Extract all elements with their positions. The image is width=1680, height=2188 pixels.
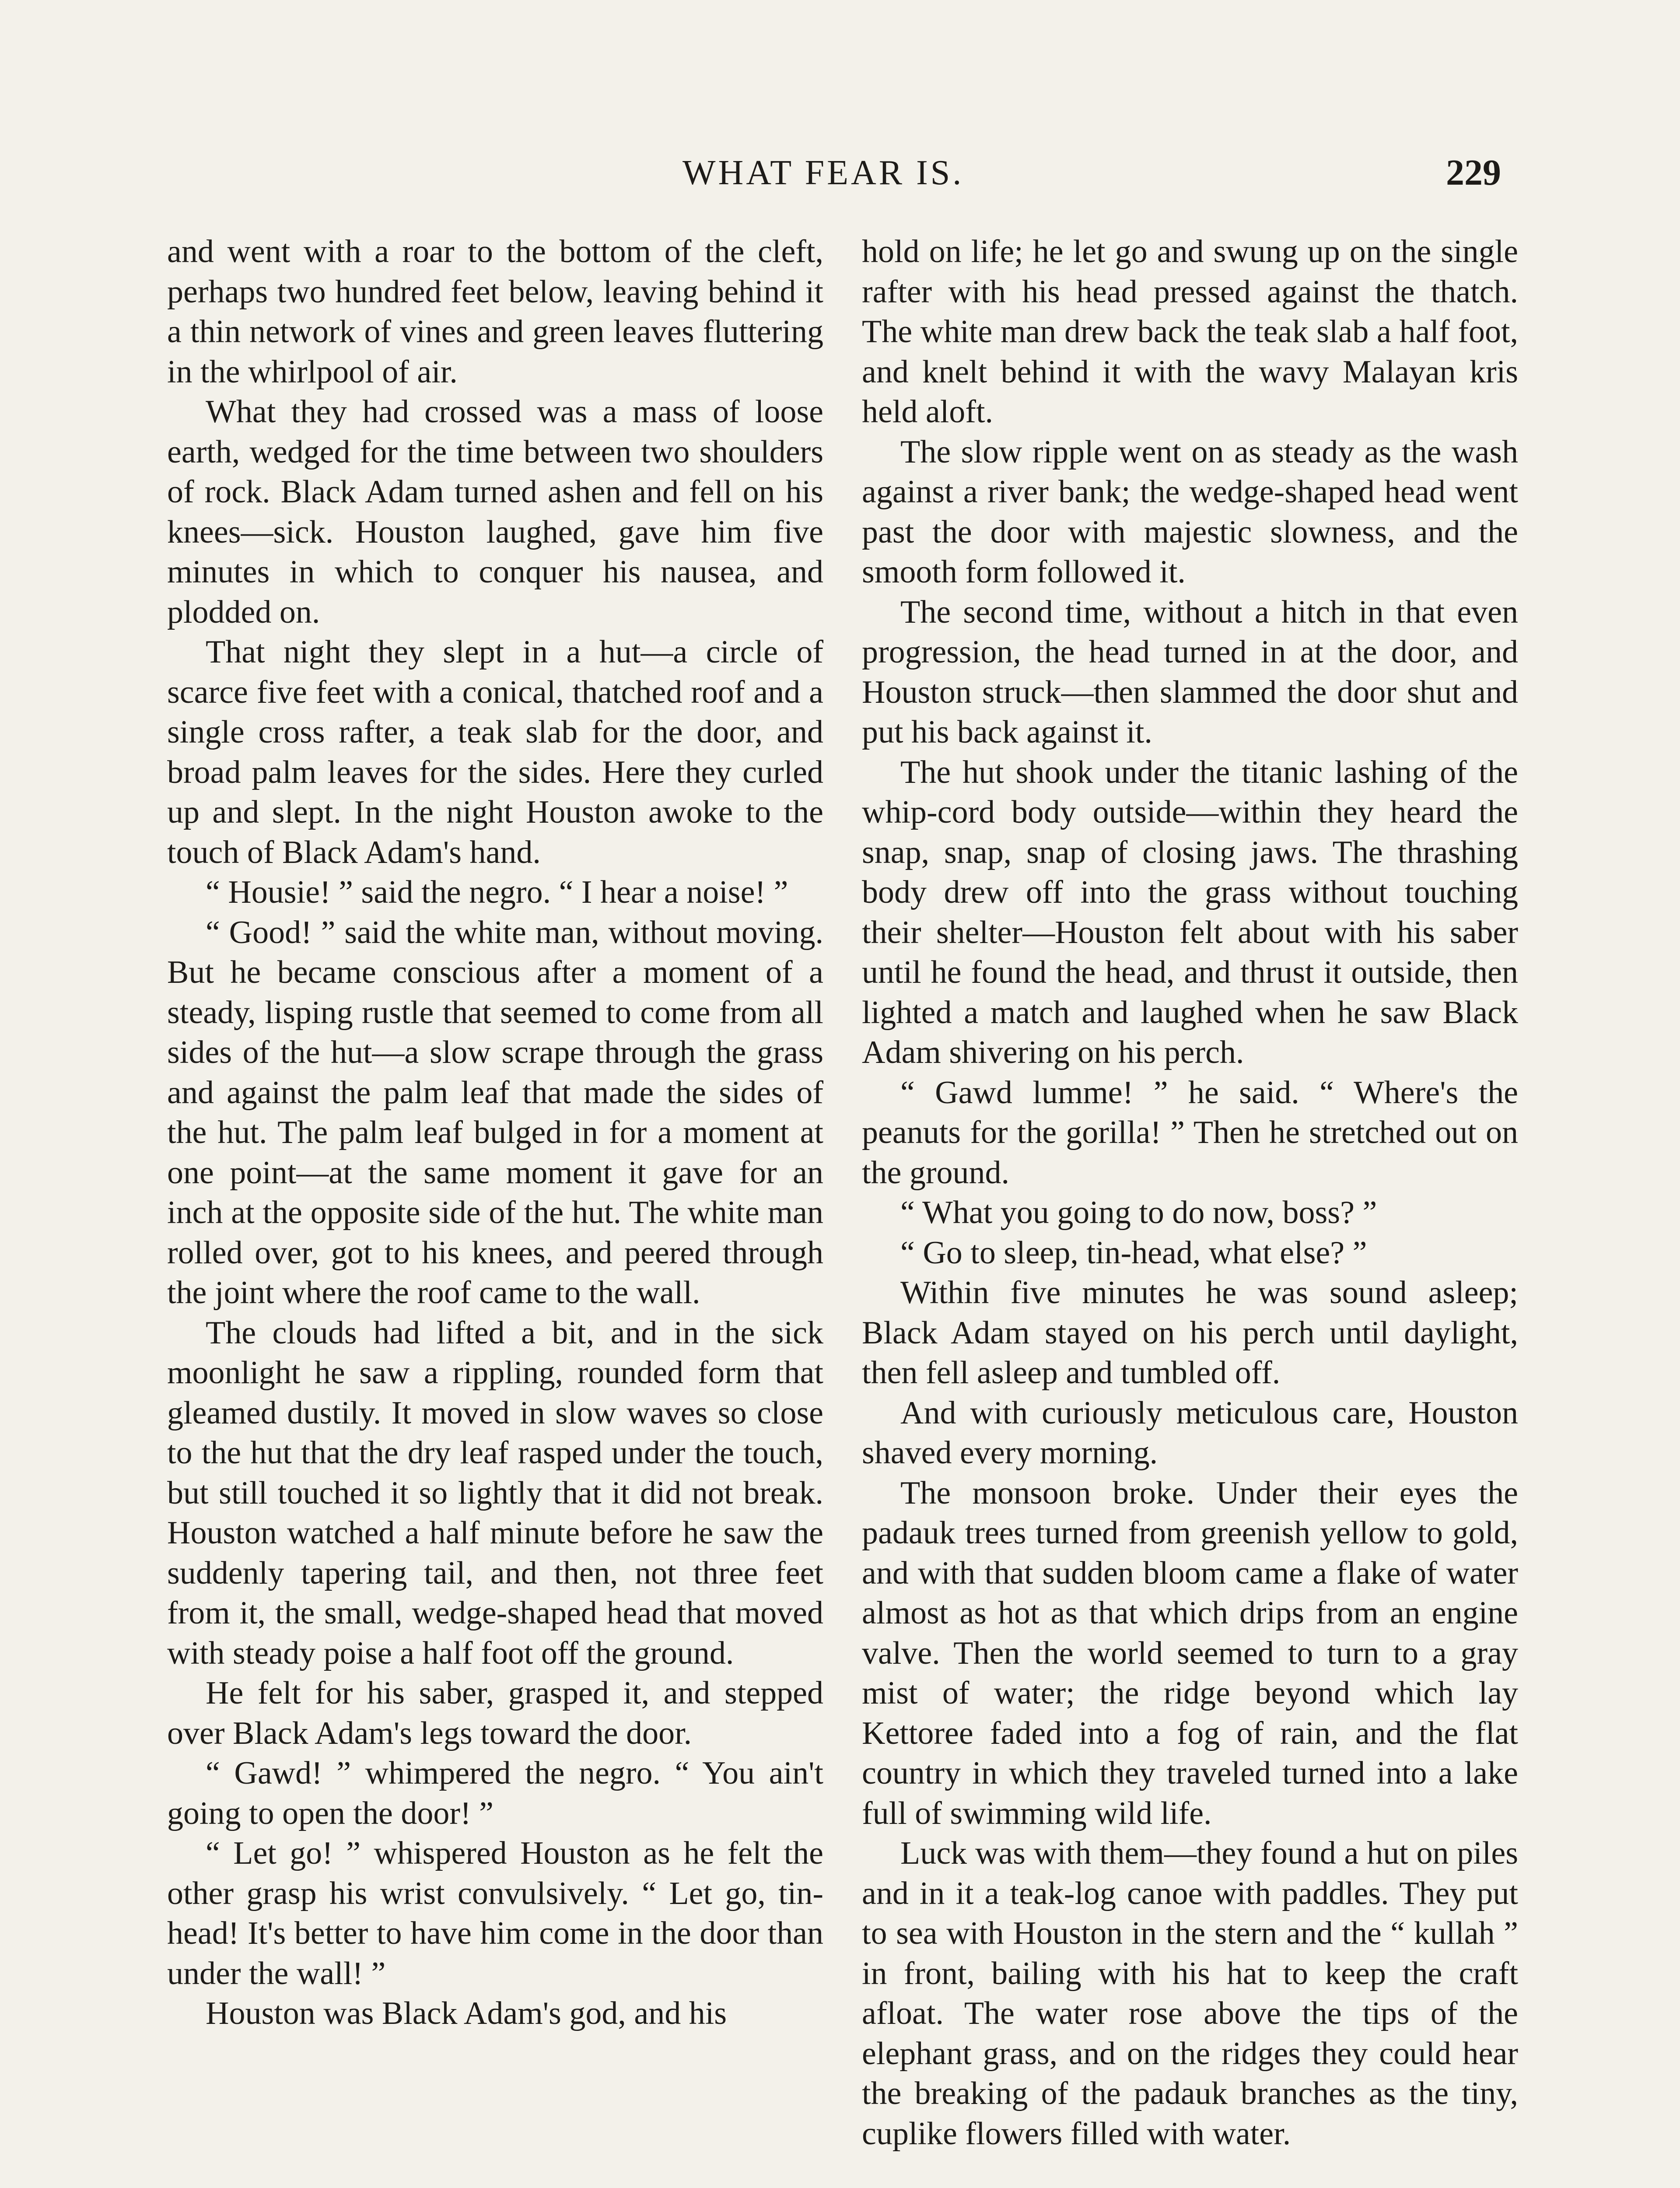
paragraph: “ What you going to do now, boss? ” bbox=[900, 1195, 1377, 1231]
paragraph: What they had crossed was a mass of loose earth, wedged for the time between two shoulders of rock. Black Adam turned ashen and fell on his knees—sick. Houston laughed, gave him five minutes in which to conquer his nausea, and plodded on. bbox=[167, 394, 823, 630]
paragraph: Luck was with them—they found a hut on piles and in it a teak-log canoe with paddles. They put to sea with Houston in the stern and the “ kullah ” in front, bailing with his hat to keep the craft afloat. The water rose above the tips of the elephant grass, and on the ridges they could hear the breaking of the padauk branches as the tiny, cuplike flowers filled with water. bbox=[862, 1835, 1518, 2152]
paragraph: “ Go to sleep, tin-head, what else? ” bbox=[900, 1234, 1367, 1271]
paragraph: Within five minutes he was sound asleep; Black Adam stayed on his perch until daylight, then fell asleep and tumbled off. bbox=[862, 1275, 1518, 1391]
paragraph: That night they slept in a hut—a circle of scarce five feet with a conical, thatched roof and a single cross rafter, a teak slab for the door, and broad palm leaves for the sides. Here they curled up and slept. In the night Houston awoke to the touch of Black Adam's hand. bbox=[167, 634, 823, 870]
paragraph: “ Let go! ” whispered Houston as he felt the other grasp his wrist convulsively. “ Let go, tin-head! It's better to have him come in the door than under the wall! ” bbox=[167, 1835, 823, 1992]
paragraph: “ Housie! ” said the negro. “ I hear a noise! ” bbox=[206, 874, 788, 910]
left-column bbox=[167, 232, 823, 2034]
paragraph: The monsoon broke. Under their eyes the padauk trees turned from greenish yellow to gold, and with that sudden bloom came a flake of water almost as hot as that which drips from an engine valve. Then the world seemed to turn to a gray mist of water; the ridge beyond which lay Kettoree faded into a fog of rain, and the flat country in which they traveled turned into a lake full of swimming wild life. bbox=[862, 1475, 1518, 1831]
paragraph: hold on life; he let go and swung up on the single rafter with his head pressed against the thatch. The white man drew back the teak slab a half foot, and knelt behind it with the wavy Malayan kris held aloft. bbox=[862, 234, 1518, 430]
right-column bbox=[862, 232, 1518, 2154]
running-head bbox=[0, 149, 1680, 197]
paragraph: and went with a roar to the bottom of the cleft, perhaps two hundred feet below, leaving behind it a thin network of vines and green leaves fluttering in the whirlpool of air. bbox=[167, 234, 823, 390]
paragraph: “ Gawd lumme! ” he said. “ Where's the peanuts for the gorilla! ” Then he stretched out on the ground. bbox=[862, 1074, 1518, 1191]
paragraph: The hut shook under the titanic lashing of the whip-cord body outside—within they heard the snap, snap, snap of closing jaws. The thrashing body drew off into the grass without touching their shelter—Houston felt about with his saber until he found the head, and thrust it outside, then lighted a match and laughed when he saw Black Adam shivering on his perch. bbox=[862, 754, 1518, 1070]
paragraph: Houston was Black Adam's god, and his bbox=[206, 1995, 727, 2031]
page-number: 229 bbox=[1446, 152, 1501, 193]
running-title: WHAT FEAR IS. bbox=[682, 154, 964, 192]
paragraph: The clouds had lifted a bit, and in the sick moonlight he saw a rippling, rounded form that gleamed dustily. It moved in slow waves so close to the hut that the dry leaf rasped under the touch, but still touched it so lightly that it did not break. Houston watched a half minute before he saw the suddenly tapering tail, and then, not three feet from it, the small, wedge-shaped head that moved with steady poise a half foot off the ground. bbox=[167, 1315, 823, 1671]
paragraph: “ Good! ” said the white man, without moving. But he became conscious after a moment of a steady, lisping rustle that seemed to come from all sides of the hut—a slow scrape through the grass and against the palm leaf that made the sides of the hut. The palm leaf bulged in for a moment at one point—at the same moment it gave for an inch at the opposite side of the hut. The white man rolled over, got to his knees, and peered through the joint where the roof came to the wall. bbox=[167, 914, 823, 1311]
paragraph: The second time, without a hitch in that even progression, the head turned in at the door, and Houston struck—then slammed the door shut and put his back against it. bbox=[862, 594, 1518, 750]
paragraph: He felt for his saber, grasped it, and stepped over Black Adam's legs toward the door. bbox=[167, 1675, 823, 1751]
paragraph: “ Gawd! ” whimpered the negro. “ You ain't going to open the door! ” bbox=[167, 1755, 823, 1831]
paragraph: And with curiously meticulous care, Houston shaved every morning. bbox=[862, 1395, 1518, 1471]
paragraph: The slow ripple went on as steady as the wash against a river bank; the wedge-shaped head went past the door with majestic slowness, and the smooth form followed it. bbox=[862, 434, 1518, 590]
